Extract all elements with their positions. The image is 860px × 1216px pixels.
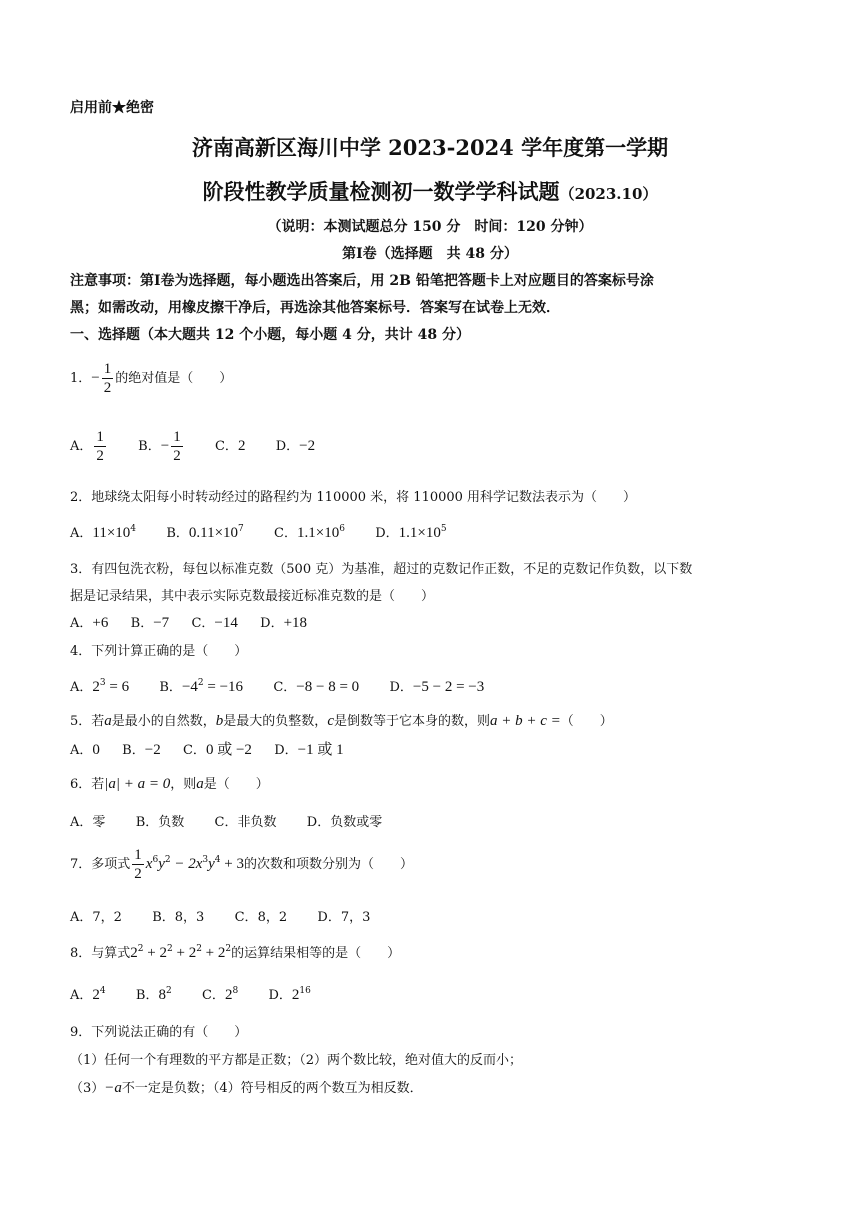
q1-stem-text: 的绝对值是（ ）	[115, 371, 233, 386]
q8-term-4: 2	[217, 945, 226, 961]
q8-option-b-label: B．	[135, 988, 159, 1003]
q1-option-c-label: C．	[214, 439, 238, 454]
q1-a-num: 1	[96, 429, 104, 445]
q5-text-2: 是最大的负整数，	[223, 714, 328, 729]
exam-title: 济南高新区海川中学 2023-2024 学年度第一学期	[191, 135, 669, 160]
q7-option-b-label: B．	[152, 910, 175, 925]
q1-frac-den: 2	[103, 380, 112, 396]
q2-option-a-label: A．	[70, 526, 93, 541]
q8-option-d-label: D．	[268, 988, 292, 1003]
q7-y2: y	[208, 856, 215, 872]
q3-option-b-label: B．	[130, 616, 154, 631]
question-2-options	[70, 522, 447, 542]
q7-y: y	[158, 856, 165, 872]
q6-text-1: ，则	[170, 777, 197, 792]
q2-option-d: 1.1×10	[398, 525, 441, 541]
q8-c-exp: 8	[232, 986, 239, 996]
q3-option-b: −7	[153, 615, 170, 631]
q5-option-d-label: D．	[274, 743, 298, 758]
q1-option-d-label: D．	[275, 439, 300, 454]
question-1-stem	[70, 360, 232, 397]
q1-option-b	[171, 428, 183, 465]
q7-option-b: 8，3	[174, 910, 205, 925]
q1-option-a	[94, 428, 106, 465]
question-6-options	[70, 811, 382, 830]
q2-option-c: 1.1×10	[297, 525, 340, 541]
section-heading: 一、选择题（本大题共 12 个小题，每小题 4 分，共计 48 分）	[70, 327, 470, 343]
q2-option-a: 11×10	[92, 525, 131, 541]
q4-option-d-label: D．	[389, 680, 413, 695]
q1-a-den: 2	[96, 448, 104, 464]
q9-s3-text: 不一定是负数；（4）符号相反的两个数互为相反数．	[121, 1081, 423, 1096]
q2-option-c-label: C．	[274, 526, 297, 541]
q7-frac-num: 1	[134, 847, 142, 863]
q7-option-a: 7，2	[92, 910, 122, 925]
q8-option-a-label: A．	[70, 988, 93, 1003]
q1-option-b-label: B．	[138, 439, 161, 454]
q8-option-c: 2	[224, 987, 233, 1003]
q4-option-a: 2	[92, 679, 100, 695]
q3-option-d-label: D．	[260, 616, 284, 631]
q4-option-c: −8 − 8 = 0	[296, 679, 360, 695]
q8-option-b: 8	[158, 987, 166, 1003]
q3-option-c-label: C．	[191, 616, 215, 631]
q2-d-exp: 5	[440, 524, 447, 534]
q8-term-1: 2	[130, 945, 138, 961]
q4-a-rest: = 6	[105, 679, 130, 695]
q1-minus: −	[91, 370, 100, 386]
question-9-statement-1: （1）任何一个有理数的平方都是正数；（2）两个数比较，绝对值大的反而小；	[70, 1053, 523, 1068]
q6-option-a-label: A．	[70, 815, 93, 830]
q6-text-2: 是（ ）	[203, 777, 269, 792]
q1-frac-num: 1	[103, 361, 112, 377]
q5-option-d: −1 或 1	[297, 742, 344, 758]
q8-plus-3: +	[201, 945, 218, 961]
q5-expression: a + b + c =	[490, 713, 561, 729]
q8-plus-2: +	[172, 945, 189, 961]
q7-option-c-label: C．	[234, 910, 258, 925]
secret-label: 启用前★绝密	[70, 100, 154, 116]
part-heading: 第Ⅰ卷（选择题 共 48 分）	[342, 246, 518, 262]
q4-b-exp: 2	[197, 678, 204, 688]
q1-option-d: −2	[299, 438, 316, 454]
q2-a-exp: 4	[130, 524, 137, 534]
q7-option-d-label: D．	[317, 910, 341, 925]
q8-term-2: 2	[159, 945, 167, 961]
q2-c-exp: 6	[339, 524, 345, 534]
q7-x: x	[145, 856, 153, 872]
subtitle-text: 阶段性教学质量检测初一数学学科试题	[202, 179, 560, 204]
q2-option-b: 0.11×10	[188, 525, 239, 541]
q7-number: 7．多项式	[70, 857, 131, 872]
question-8-stem	[70, 942, 400, 962]
q6-option-c: 非负数	[237, 815, 277, 830]
question-5-stem	[70, 710, 613, 730]
question-5-options	[70, 738, 344, 759]
question-4-options	[70, 676, 484, 696]
q1-b-minus: −	[160, 438, 170, 454]
q8-d-exp: 16	[299, 986, 311, 996]
q5-number: 5．若	[70, 714, 105, 729]
q6-option-d: 负数或零	[330, 815, 383, 830]
q8-exp-4: 2	[225, 944, 232, 954]
question-4-stem: 4．下列计算正确的是（ ）	[70, 644, 248, 659]
q7-option-a-label: A．	[70, 910, 93, 925]
q8-stem-text: 的运算结果相等的是（ ）	[231, 946, 401, 961]
q7-end: + 3	[220, 856, 244, 872]
question-7-options	[70, 906, 370, 925]
q6-option-b-label: B．	[135, 815, 159, 830]
q8-option-a: 2	[92, 987, 100, 1003]
q7-frac-den: 2	[134, 866, 142, 882]
q8-number: 8．与算式	[70, 946, 131, 961]
q7-exp-6: 6	[152, 855, 159, 865]
q5-option-c-label: C．	[182, 743, 206, 758]
q3-option-c: −14	[214, 615, 238, 631]
q1-b-num: 1	[173, 429, 181, 445]
question-8-options	[70, 984, 311, 1004]
q6-expression: |a| + a = 0	[104, 776, 171, 792]
q5-var-a: a	[104, 713, 112, 729]
q2-b-exp: 7	[238, 524, 244, 534]
q5-option-a-label: A．	[70, 743, 93, 758]
exam-date: （2023.10）	[559, 185, 658, 203]
notice-line-1: 注意事项：第Ⅰ卷为选择题，每小题选出答案后，用 2B 铅笔把答题卡上对应题目的答案标号涂	[70, 273, 654, 289]
q4-option-d: −5 − 2 = −3	[412, 679, 485, 695]
q5-text-4: （ ）	[560, 714, 613, 729]
q4-b-rest: = −16	[203, 679, 244, 695]
q4-option-b: −4	[181, 679, 198, 695]
q7-exp-4: 4	[214, 855, 221, 865]
q7-fraction	[132, 846, 144, 883]
q3-option-a-label: A．	[70, 616, 93, 631]
exam-subtitle	[0, 176, 860, 206]
q6-option-d-label: D．	[306, 815, 331, 830]
q7-option-c: 8，2	[257, 910, 288, 925]
question-2-stem: 2．地球绕太阳每小时转动经过的路程约为 110000 米，将 110000 用科学记数法表示为（ ）	[70, 490, 637, 505]
q8-exp-1: 2	[137, 944, 144, 954]
q5-option-b: −2	[144, 742, 161, 758]
q8-plus-1: +	[143, 945, 160, 961]
q7-stem-text: 的次数和项数分别为（ ）	[243, 857, 413, 872]
q8-exp-2: 2	[166, 944, 173, 954]
q1-b-den: 2	[173, 448, 181, 464]
q6-number: 6．若	[70, 777, 105, 792]
q5-var-b: b	[215, 713, 224, 729]
question-3-line-1: 3．有四包洗衣粉，每包以标准克数（500 克）为基准，超过的克数记作正数，不足的克数记作负数，以下数	[70, 562, 693, 577]
q8-term-3: 2	[188, 945, 197, 961]
q1-number: 1．	[70, 371, 92, 386]
q5-var-c: c	[327, 713, 334, 729]
exam-description: （说明：本测试题总分 150 分 时间：120 分钟）	[267, 219, 593, 235]
q5-text-1: 是最小的自然数，	[111, 714, 216, 729]
q8-exp-3: 2	[196, 944, 202, 954]
q5-option-b-label: B．	[122, 743, 145, 758]
q7-exp-2: 2	[164, 855, 171, 865]
q1-option-a-label: A．	[70, 439, 93, 454]
q6-option-b: 负数	[158, 815, 185, 830]
q8-option-c-label: C．	[201, 988, 225, 1003]
q7-mid: − 2x	[170, 856, 203, 872]
q5-option-a: 0	[92, 742, 100, 758]
question-7-stem	[70, 846, 413, 883]
q1-option-c: 2	[237, 438, 246, 454]
q2-option-b-label: B．	[166, 526, 189, 541]
q9-s3-prefix: （3）	[70, 1081, 105, 1096]
q8-a-exp: 4	[99, 986, 106, 996]
q6-var-a: a	[196, 776, 204, 792]
q3-option-d: +18	[283, 615, 308, 631]
q4-option-a-label: A．	[70, 680, 93, 695]
question-1-options	[70, 428, 315, 465]
question-3-line-2: 据是记录结果，其中表示实际克数最接近标准克数的是（ ）	[70, 589, 435, 604]
q4-option-b-label: B．	[159, 680, 182, 695]
q8-option-d: 2	[291, 987, 300, 1003]
q9-s3-var: −a	[104, 1080, 122, 1096]
q2-option-d-label: D．	[375, 526, 399, 541]
question-9-statement-2	[70, 1077, 423, 1097]
q1-fraction	[102, 360, 114, 397]
q5-option-c: 0 或 −2	[205, 742, 252, 758]
q4-option-c-label: C．	[273, 680, 297, 695]
q7-option-d: 7，3	[340, 910, 371, 925]
q6-option-a: 零	[92, 815, 106, 830]
q7-exp-3: 3	[202, 855, 209, 865]
question-9-stem: 9．下列说法正确的有（ ）	[70, 1025, 248, 1040]
q4-a-exp: 3	[99, 678, 106, 688]
question-6-stem	[70, 773, 269, 793]
notice-line-2: 黑；如需改动，用橡皮擦干净后，再选涂其他答案标号．答案写在试卷上无效．	[70, 300, 560, 316]
question-3-options	[70, 612, 307, 632]
q3-option-a: +6	[92, 615, 109, 631]
q6-option-c-label: C．	[214, 815, 238, 830]
q5-text-3: 是倒数等于它本身的数，则	[333, 714, 490, 729]
q8-b-exp: 2	[165, 986, 172, 996]
